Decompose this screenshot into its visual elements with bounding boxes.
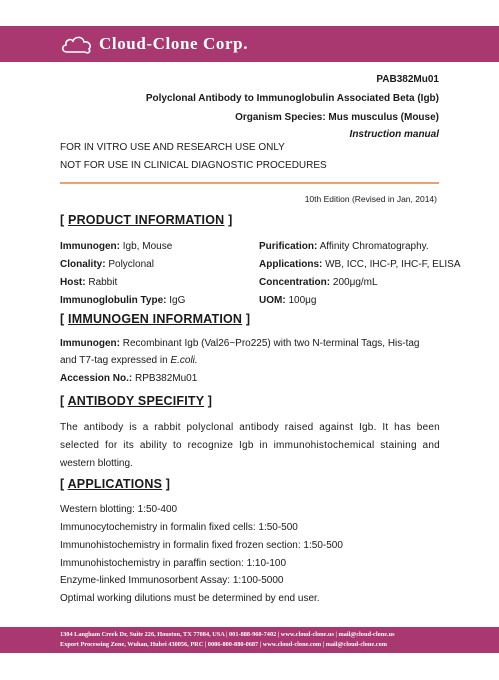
field-label: Concentration: [259, 277, 331, 288]
bracket-close: ] [242, 312, 251, 326]
application-item: Optimal working dilutions must be determined by end user. [60, 593, 320, 604]
field-immunoglobulin-type [60, 295, 185, 306]
field-value: 200μg/mL [330, 277, 378, 288]
field-host [60, 277, 117, 288]
heading-text: APPLICATIONS [67, 477, 163, 491]
species-italic: E.coli. [170, 355, 198, 366]
specificity-line-1: The antibody is a rabbit polyclonal antibody raised against Igb. It has been [60, 422, 440, 433]
application-item: Enzyme-linked Immunosorbent Assay: 1:100-5000 [60, 575, 284, 586]
header-band [0, 26, 499, 62]
field-label: UOM: [259, 295, 286, 306]
footer-band [0, 627, 499, 653]
application-item: Immunohistochemistry in formalin fixed frozen section: 1:50-500 [60, 540, 343, 551]
field-immunogen [60, 241, 172, 252]
organism-species: Organism Species: Mus musculus (Mouse) [235, 112, 439, 123]
bracket-close: ] [224, 213, 233, 227]
notice-not-clinical: NOT FOR USE IN CLINICAL DIAGNOSTIC PROCEDURES [60, 160, 327, 171]
field-label: Immunogen: [60, 338, 120, 349]
field-value: Recombinant Igb (Val26~Pro225) with two N-terminal Tags, His-tag [120, 338, 420, 349]
field-value: and T7-tag expressed in [60, 355, 171, 366]
field-label: Applications: [259, 259, 323, 270]
heading-text: IMMUNOGEN INFORMATION [68, 312, 243, 326]
application-item: Western blotting: 1:50-400 [60, 504, 178, 515]
divider [60, 182, 439, 184]
field-value: 100μg [285, 295, 317, 306]
brand-logo [60, 30, 248, 58]
field-label: Immunoglobulin Type: [60, 295, 167, 306]
field-value: Polyclonal [105, 259, 154, 270]
bracket-open: [ [60, 312, 69, 326]
field-applications [259, 259, 461, 270]
cloud-logo-icon [60, 32, 94, 56]
document-type: Instruction manual [349, 129, 439, 140]
application-item: Immunocytochemistry in formalin fixed cells: 1:50-500 [60, 522, 298, 533]
field-value: Igb, Mouse [120, 241, 173, 252]
specificity-line-3: western blotting. [60, 458, 133, 469]
section-heading-product-information [60, 213, 232, 227]
bracket-open: [ [60, 394, 68, 408]
footer-address-cn: Export Processing Zone, Wuhan, Hubei 430056, PRC | 0086-800-880-0687 | www.cloud-clone.com | mail@cloud-clone.com [60, 641, 387, 648]
brand-name: Cloud-Clone Corp. [99, 34, 249, 53]
field-clonality [60, 259, 154, 270]
section-heading-immunogen-information [60, 312, 250, 326]
field-label: Immunogen: [60, 241, 120, 252]
bracket-close: ] [162, 477, 171, 491]
field-value: RPB382Mu01 [132, 373, 198, 384]
field-value: Affinity Chromatography. [317, 241, 429, 252]
catalog-number: PAB382Mu01 [376, 74, 439, 85]
specificity-line-2: selected for its ability to recognize Igb in immunohistochemical staining and [60, 440, 440, 451]
heading-text: ANTIBODY SPECIFITY [67, 394, 205, 408]
section-heading-applications [60, 477, 170, 491]
application-item: Immunohistochemistry in paraffin section: 1:10-100 [60, 558, 287, 569]
bracket-open: [ [60, 477, 68, 491]
immunogen-description [60, 338, 420, 349]
edition-note: 10th Edition (Revised in Jan, 2014) [304, 194, 437, 204]
bracket-close: ] [204, 394, 213, 408]
field-concentration [259, 277, 378, 288]
field-label: Purification: [259, 241, 318, 252]
immunogen-description-cont [60, 355, 198, 366]
footer-address-us: 1304 Langham Creek Dr, Suite 226, Houston, TX 77084, USA | 001-888-960-7402 | www.cloud-clone.us | mail@cloud-clone.us [60, 631, 395, 638]
field-value: WB, ICC, IHC-P, IHC-F, ELISA [322, 259, 461, 270]
product-name: Polyclonal Antibody to Immunoglobulin Associated Beta (Igb) [145, 93, 439, 104]
field-accession [60, 373, 197, 384]
field-label: Host: [60, 277, 86, 288]
field-uom [259, 295, 316, 306]
field-purification [259, 241, 429, 252]
field-value: IgG [166, 295, 186, 306]
field-value: Rabbit [85, 277, 118, 288]
heading-text: PRODUCT INFORMATION [68, 213, 225, 227]
field-label: Accession No.: [60, 373, 133, 384]
section-heading-antibody-specifity [60, 394, 212, 408]
notice-research-only: FOR IN VITRO USE AND RESEARCH USE ONLY [60, 142, 285, 153]
field-label: Clonality: [60, 259, 106, 270]
bracket-open: [ [60, 213, 69, 227]
